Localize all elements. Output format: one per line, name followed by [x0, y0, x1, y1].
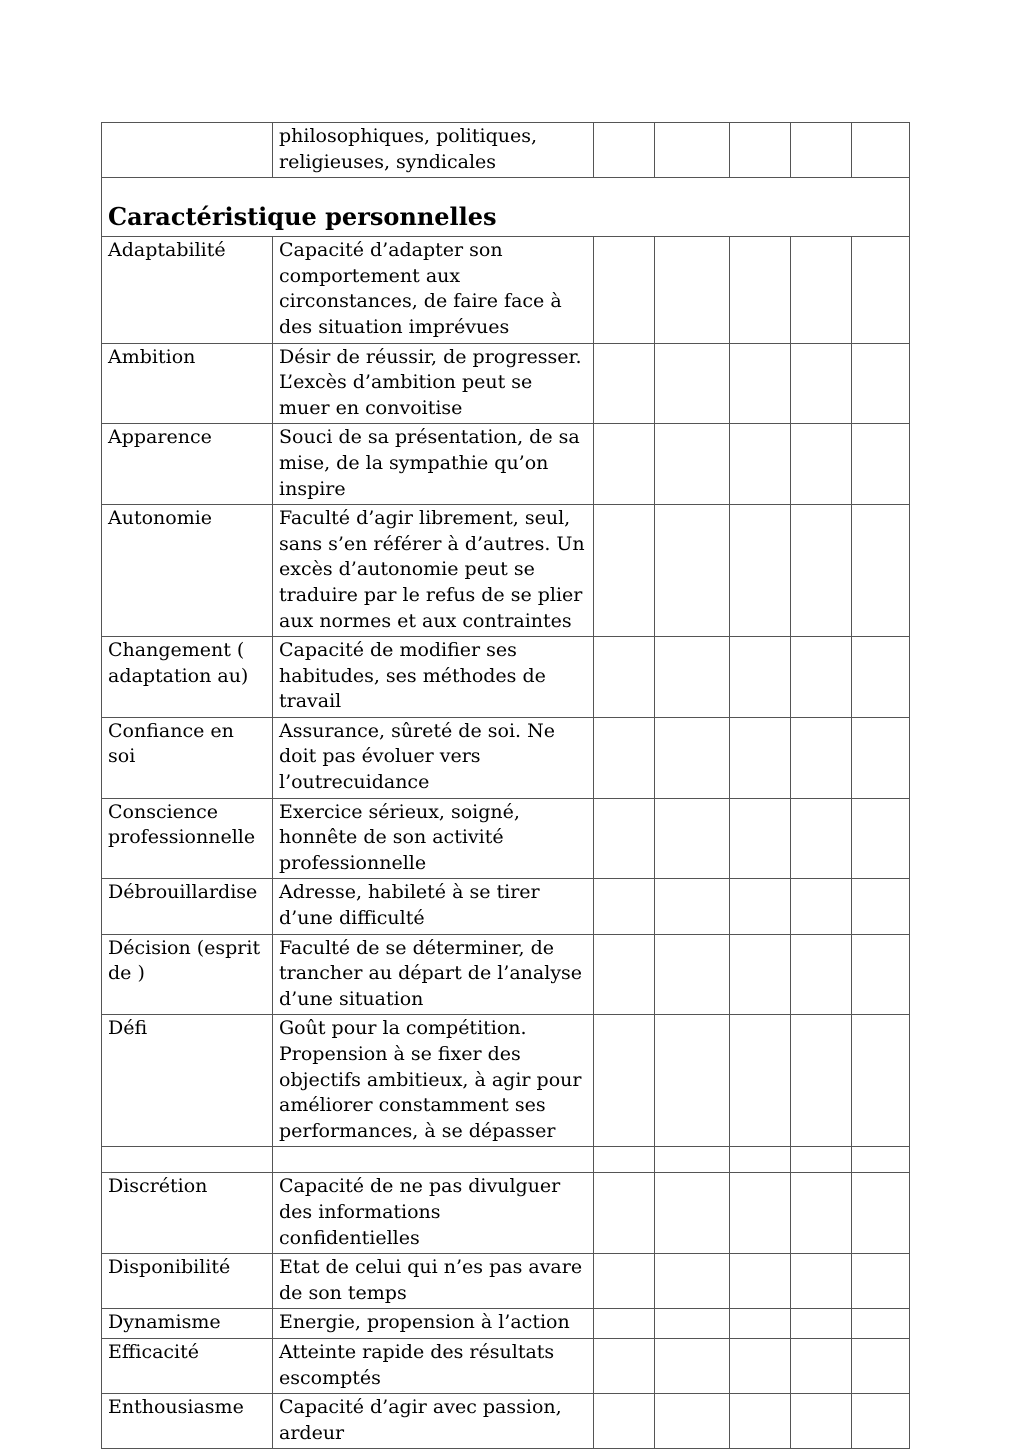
table-row	[102, 1338, 910, 1393]
section-title: Caractéristique personnelles	[102, 178, 910, 237]
rating-cell[interactable]	[594, 343, 655, 424]
rating-cell[interactable]	[594, 1147, 655, 1173]
rating-cell[interactable]	[594, 879, 655, 934]
rating-cell[interactable]	[594, 717, 655, 798]
table-row	[102, 1147, 910, 1173]
rating-cell[interactable]	[791, 1254, 852, 1309]
trait-name-cell: Autonomie	[102, 505, 273, 637]
trait-description-cell: Capacité de ne pas divulguer des informations confidentielles	[273, 1173, 594, 1254]
rating-cell[interactable]	[655, 1338, 730, 1393]
table-row	[102, 1173, 910, 1254]
rating-cell[interactable]	[655, 637, 730, 718]
rating-cell[interactable]	[791, 1173, 852, 1254]
rating-cell[interactable]	[730, 237, 791, 343]
rating-cell[interactable]	[594, 123, 655, 178]
rating-cell[interactable]	[852, 717, 910, 798]
rating-cell[interactable]	[594, 637, 655, 718]
trait-name-cell	[102, 123, 273, 178]
rating-cell[interactable]	[791, 1147, 852, 1173]
trait-description-cell: Capacité de modifier ses habitudes, ses méthodes de travail	[273, 637, 594, 718]
trait-name-cell: Débrouillardise	[102, 879, 273, 934]
rating-cell[interactable]	[655, 717, 730, 798]
table-row	[102, 934, 910, 1015]
rating-cell[interactable]	[730, 637, 791, 718]
trait-name-cell: Enthousiasme	[102, 1394, 273, 1449]
rating-cell[interactable]	[852, 798, 910, 879]
rating-cell[interactable]	[852, 424, 910, 505]
rating-cell[interactable]	[791, 237, 852, 343]
trait-name-cell: Changement ( adaptation au)	[102, 637, 273, 718]
trait-description-cell: Energie, propension à l’action	[273, 1309, 594, 1339]
section-header-row	[102, 178, 910, 237]
rating-cell[interactable]	[791, 637, 852, 718]
trait-description-cell: Faculté de se déterminer, de trancher au départ de l’analyse d’une situation	[273, 934, 594, 1015]
table-row	[102, 237, 910, 343]
rating-cell[interactable]	[594, 424, 655, 505]
trait-description-cell: Atteinte rapide des résultats escomptés	[273, 1338, 594, 1393]
rating-cell[interactable]	[852, 637, 910, 718]
rating-cell[interactable]	[791, 934, 852, 1015]
rating-cell[interactable]	[655, 123, 730, 178]
rating-cell[interactable]	[852, 1173, 910, 1254]
trait-description-cell: Goût pour la compétition. Propension à se fixer des objectifs ambitieux, à agir pour améliorer constamment ses performances, à se dépasser	[273, 1015, 594, 1147]
rating-cell[interactable]	[791, 879, 852, 934]
trait-description-cell: Faculté d’agir librement, seul, sans s’en référer à d’autres. Un excès d’autonomie peut se traduire par le refus de se plier aux normes et aux contraintes	[273, 505, 594, 637]
trait-name-cell: Défi	[102, 1015, 273, 1147]
trait-description-cell: Capacité d’agir avec passion, ardeur	[273, 1394, 594, 1449]
rating-cell[interactable]	[655, 1254, 730, 1309]
table-row	[102, 1015, 910, 1147]
trait-description-cell: philosophiques, politiques, religieuses, syndicales	[273, 123, 594, 178]
rating-cell[interactable]	[655, 237, 730, 343]
rating-cell[interactable]	[791, 1309, 852, 1339]
rating-cell[interactable]	[791, 1338, 852, 1393]
rating-cell[interactable]	[852, 1338, 910, 1393]
rating-cell[interactable]	[655, 1147, 730, 1173]
rating-cell[interactable]	[852, 1394, 910, 1449]
evaluation-table	[101, 122, 910, 1449]
trait-name-cell: Adaptabilité	[102, 237, 273, 343]
trait-name-cell: Conscience professionnelle	[102, 798, 273, 879]
table-row	[102, 1254, 910, 1309]
trait-description-cell	[273, 1147, 594, 1173]
rating-cell[interactable]	[791, 505, 852, 637]
rating-cell[interactable]	[852, 1309, 910, 1339]
rating-cell[interactable]	[791, 343, 852, 424]
rating-cell[interactable]	[791, 717, 852, 798]
rating-cell[interactable]	[655, 1173, 730, 1254]
rating-cell[interactable]	[655, 343, 730, 424]
rating-cell[interactable]	[852, 237, 910, 343]
rating-cell[interactable]	[594, 237, 655, 343]
rating-cell[interactable]	[852, 879, 910, 934]
rating-cell[interactable]	[730, 1173, 791, 1254]
rating-cell[interactable]	[791, 798, 852, 879]
rating-cell[interactable]	[852, 1147, 910, 1173]
rating-cell[interactable]	[730, 505, 791, 637]
rating-cell[interactable]	[594, 1309, 655, 1339]
trait-name-cell: Confiance en soi	[102, 717, 273, 798]
rating-cell[interactable]	[594, 1394, 655, 1449]
trait-name-cell: Décision (esprit de )	[102, 934, 273, 1015]
table-row	[102, 343, 910, 424]
rating-cell[interactable]	[730, 424, 791, 505]
rating-cell[interactable]	[655, 934, 730, 1015]
rating-cell[interactable]	[730, 798, 791, 879]
rating-cell[interactable]	[594, 1015, 655, 1147]
trait-description-cell: Adresse, habileté à se tirer d’une difficulté	[273, 879, 594, 934]
rating-cell[interactable]	[730, 1309, 791, 1339]
trait-name-cell	[102, 1147, 273, 1173]
table-row	[102, 123, 910, 178]
rating-cell[interactable]	[730, 934, 791, 1015]
trait-description-cell: Capacité d’adapter son comportement aux circonstances, de faire face à des situation imprévues	[273, 237, 594, 343]
rating-cell[interactable]	[791, 1394, 852, 1449]
rating-cell[interactable]	[594, 798, 655, 879]
rating-cell[interactable]	[655, 1394, 730, 1449]
rating-cell[interactable]	[730, 343, 791, 424]
rating-cell[interactable]	[730, 1338, 791, 1393]
trait-description-cell: Assurance, sûreté de soi. Ne doit pas évoluer vers l’outrecuidance	[273, 717, 594, 798]
rating-cell[interactable]	[730, 1394, 791, 1449]
rating-cell[interactable]	[655, 1015, 730, 1147]
trait-description-cell: Souci de sa présentation, de sa mise, de la sympathie qu’on inspire	[273, 424, 594, 505]
table-row	[102, 798, 910, 879]
trait-name-cell: Dynamisme	[102, 1309, 273, 1339]
rating-cell[interactable]	[594, 1254, 655, 1309]
rating-cell[interactable]	[852, 343, 910, 424]
rating-cell[interactable]	[730, 1147, 791, 1173]
rating-cell[interactable]	[791, 1015, 852, 1147]
rating-cell[interactable]	[730, 1254, 791, 1309]
rating-cell[interactable]	[594, 1173, 655, 1254]
rating-cell[interactable]	[655, 798, 730, 879]
table-row	[102, 637, 910, 718]
rating-cell[interactable]	[852, 934, 910, 1015]
rating-cell[interactable]	[852, 1015, 910, 1147]
rating-cell[interactable]	[594, 934, 655, 1015]
table-row	[102, 1309, 910, 1339]
trait-name-cell: Efficacité	[102, 1338, 273, 1393]
table-row	[102, 879, 910, 934]
rating-cell[interactable]	[730, 879, 791, 934]
rating-cell[interactable]	[655, 879, 730, 934]
trait-name-cell: Ambition	[102, 343, 273, 424]
rating-cell[interactable]	[655, 1309, 730, 1339]
table-row	[102, 424, 910, 505]
rating-cell[interactable]	[655, 424, 730, 505]
trait-description-cell: Etat de celui qui n’es pas avare de son temps	[273, 1254, 594, 1309]
rating-cell[interactable]	[594, 505, 655, 637]
rating-cell[interactable]	[791, 123, 852, 178]
rating-cell[interactable]	[594, 1338, 655, 1393]
rating-cell[interactable]	[852, 123, 910, 178]
trait-name-cell: Disponibilité	[102, 1254, 273, 1309]
rating-cell[interactable]	[852, 505, 910, 637]
rating-cell[interactable]	[791, 424, 852, 505]
table-row	[102, 717, 910, 798]
rating-cell[interactable]	[730, 123, 791, 178]
rating-cell[interactable]	[730, 1015, 791, 1147]
trait-description-cell: Exercice sérieux, soigné, honnête de son activité professionnelle	[273, 798, 594, 879]
rating-cell[interactable]	[852, 1254, 910, 1309]
trait-description-cell: Désir de réussir, de progresser. L’excès d’ambition peut se muer en convoitise	[273, 343, 594, 424]
rating-cell[interactable]	[655, 505, 730, 637]
rating-cell[interactable]	[730, 717, 791, 798]
table-row	[102, 1394, 910, 1449]
trait-name-cell: Discrétion	[102, 1173, 273, 1254]
trait-name-cell: Apparence	[102, 424, 273, 505]
table-row	[102, 505, 910, 637]
